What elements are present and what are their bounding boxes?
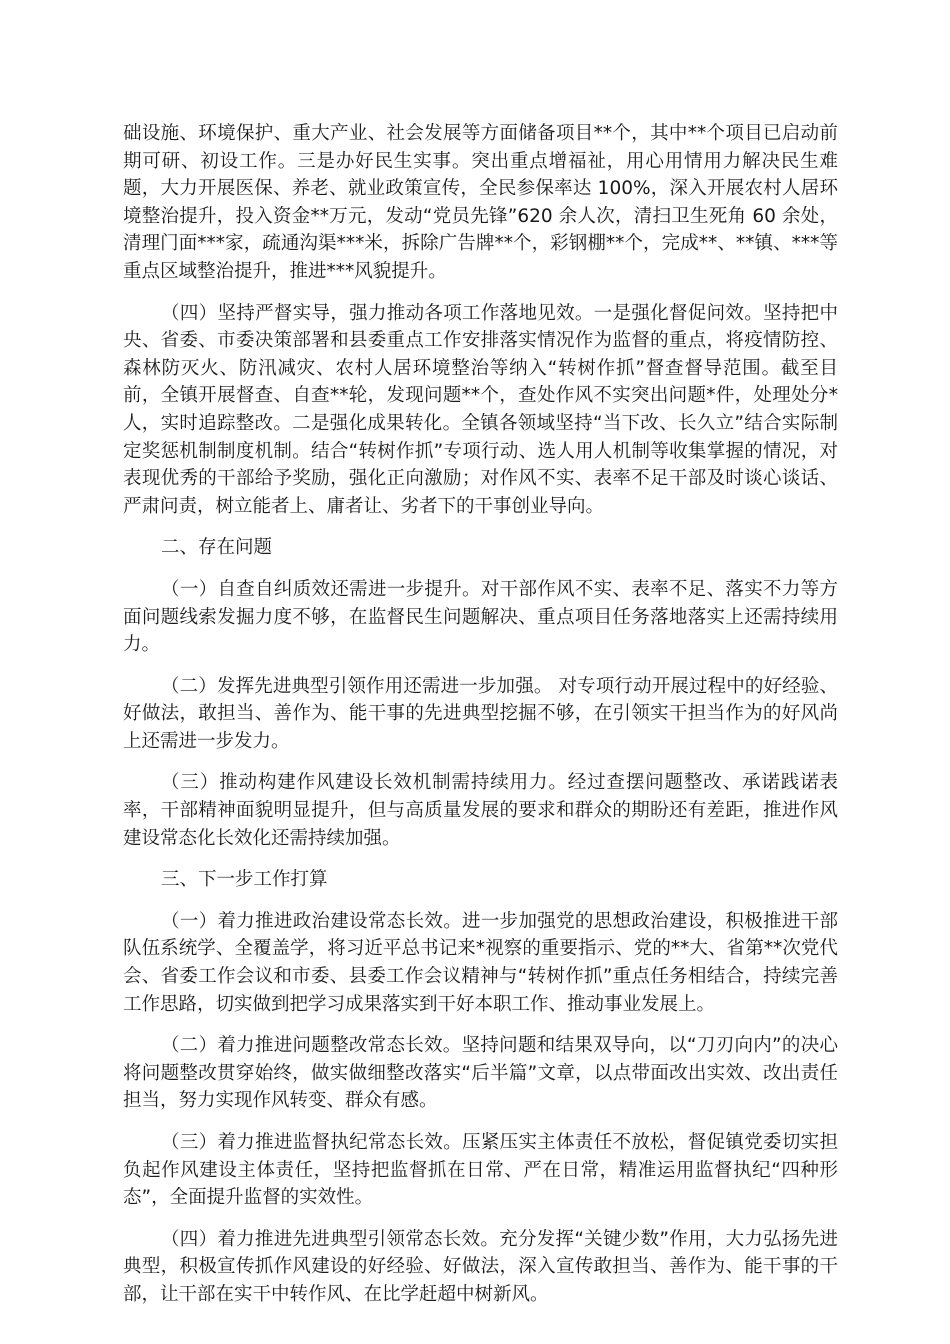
- paragraph-problem-3: （三）推动构建作风建设长效机制需持续用力。经过查摆问题整改、承诺践诺表率，干部精神面貌明显提升，但与高质量发展的要求和群众的期盼还有差距，推进作风建设常态化长效化还需持续加强。: [123, 772, 838, 849]
- document-body: [123, 120, 838, 1323]
- paragraph-continuation: 础设施、环境保护、重大产业、社会发展等方面储备项目**个，其中**个项目已启动前期可研、初设工作。三是办好民生实事。突出重点增福祉，用心用情用力解决民生难题，大力开展医保、养老、就业政策宣传，全民参保率达 100%，深入开展农村人居环境整治提升，投入资金**万元，发动“党员先锋”620 余人次，清扫卫生死角 60 余处，清理门面***家，疏通沟渠***米，拆除广告牌**个，彩钢棚**个，完成**、**镇、***等重点区域整治提升，推进***风貌提升。: [123, 123, 838, 282]
- paragraph-problem-1: （一）自查自纠质效还需进一步提升。对干部作风不实、表率不足、落实不力等方面问题线索发掘力度不够，在监督民生问题解决、重点项目任务落地落实上还需持续用力。: [123, 578, 838, 656]
- paragraph-plan-2: （二）着力推进问题整改常态长效。坚持问题和结果双导向，以“刀刃向内”的决心将问题整改贯穿始终，做实做细整改落实“后半篇”文章，以点带面改出实效、改出责任担当，努力实现作风转变、群众有感。: [123, 1035, 838, 1112]
- heading-existing-problems: 二、存在问题: [161, 537, 273, 559]
- heading-next-steps: 三、下一步工作打算: [161, 869, 328, 891]
- paragraph-plan-3: （三）着力推进监督执纪常态长效。压紧压实主体责任不放松，督促镇党委切实担负起作风建设主体责任，坚持把监督抓在日常、严在日常，精准运用监督执纪“四种形态”，全面提升监督的实效性。: [123, 1132, 838, 1209]
- paragraph-problem-2: （二）发挥先进典型引领作用还需进一步加强。 对专项行动开展过程中的好经验、好做法，敢担当、善作为、能干事的先进典型挖掘不够，在引领实干担当作为的好风尚上还需进一步发力。: [123, 675, 838, 752]
- paragraph-plan-4: （四）着力推进先进典型引领常态长效。充分发挥“关键少数”作用，大力弘扬先进典型，积极宣传抓作风建设的好经验、好做法，深入宣传敢担当、善作为、能干事的干部，让干部在实干中转作风、在比学赶超中树新风。: [123, 1228, 838, 1305]
- paragraph-plan-1: （一）着力推进政治建设常态长效。进一步加强党的思想政治建设，积极推进干部队伍系统学、全覆盖学，将习近平总书记来*视察的重要指示、党的**大、省第**次党代会、省委工作会议和市委、县委工作会议精神与“转树作抓”重点任务相结合，持续完善工作思路，切实做到把学习成果落实到干好本职工作、推动事业发展上。: [123, 910, 838, 1015]
- paragraph-section-1-4: （四）坚持严督实导，强力推动各项工作落地见效。一是强化督促问效。坚持把中央、省委、市委决策部署和县委重点工作安排落实情况作为监督的重点，将疫情防控、森林防灭火、防汛减灾、农村人居环境整治等纳入“转树作抓”督查督导范围。截至目前，全镇开展督查、自查**轮，发现问题**个，查处作风不实突出问题*件，处理处分*人，实时追踪整改。二是强化成果转化。全镇各领域坚持“当下改、长久立”结合实际制定奖惩机制制度机制。结合“转树作抓”专项行动、选人用人机制等收集掌握的情况，对表现优秀的干部给予奖励，强化正向激励；对作风不实、表率不足干部及时谈心谈话、严肃问责，树立能者上、庸者让、劣者下的干事创业导向。: [123, 302, 838, 517]
